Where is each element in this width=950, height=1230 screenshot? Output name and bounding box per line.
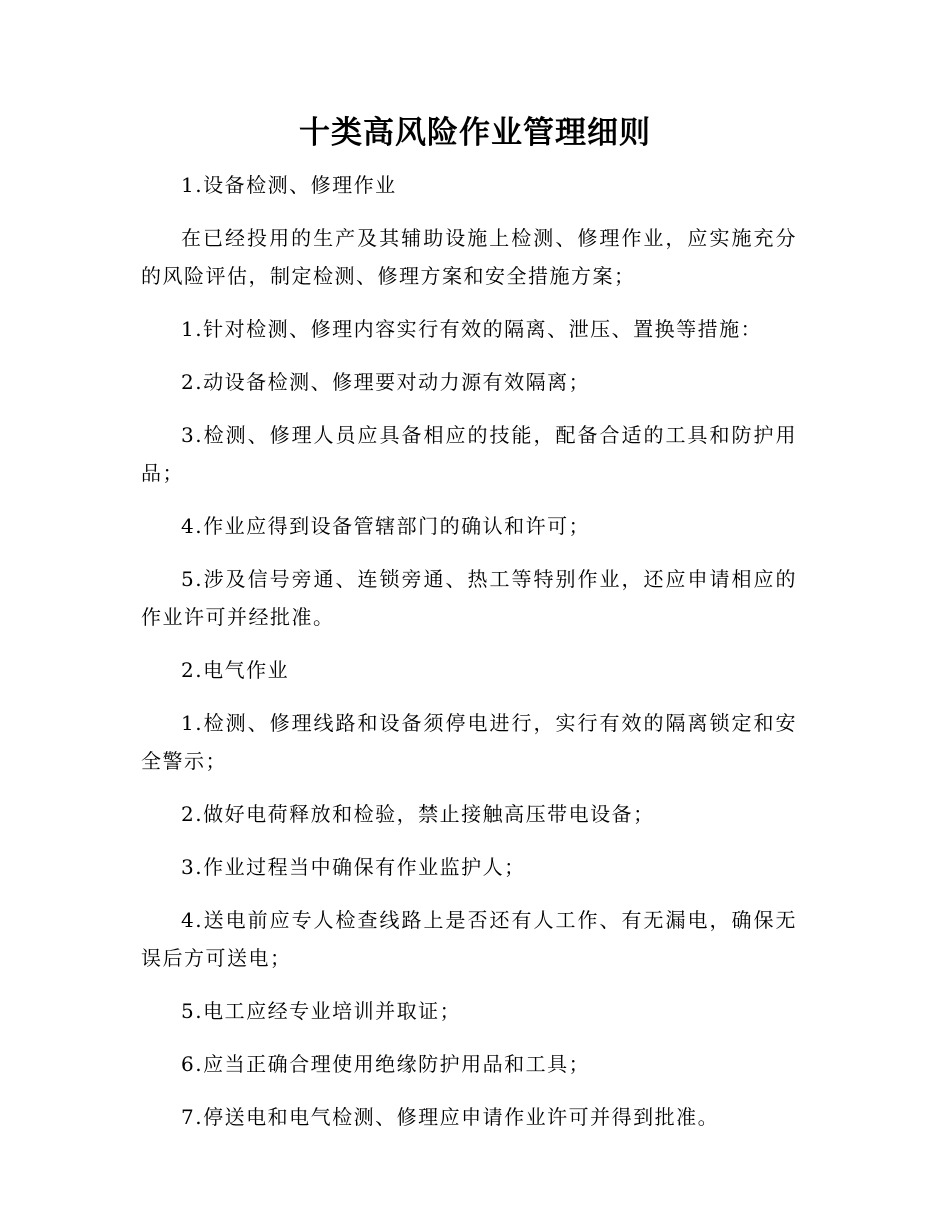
paragraph-section-2-heading: 2.电气作业 bbox=[181, 658, 290, 682]
list-item: 1.检测、修理线路和设备须停电进行，实行有效的隔离锁定和安全警示； bbox=[141, 711, 797, 773]
list-item: 7.停送电和电气检测、修理应申请作业许可并得到批准。 bbox=[181, 1105, 720, 1129]
document-body bbox=[141, 166, 797, 1151]
list-item: 1.针对检测、修理内容实行有效的隔离、泄压、置换等措施： bbox=[181, 317, 763, 341]
paragraph-section-1-heading: 1.设备检测、修理作业 bbox=[181, 173, 397, 197]
list-item: 3.作业过程当中确保有作业监护人； bbox=[181, 855, 526, 879]
list-item: 2.做好电荷释放和检验，禁止接触高压带电设备； bbox=[181, 802, 655, 826]
list-item: 5.电工应经专业培训并取证； bbox=[181, 999, 462, 1023]
list-item: 5.涉及信号旁通、连锁旁通、热工等特别作业，还应申请相应的作业许可并经批准。 bbox=[141, 567, 797, 629]
list-item: 3.检测、修理人员应具备相应的技能，配备合适的工具和防护用品； bbox=[141, 423, 797, 485]
list-item: 4.作业应得到设备管辖部门的确认和许可； bbox=[181, 514, 591, 538]
document-title: 十类高风险作业管理细则 bbox=[299, 115, 651, 151]
list-item: 2.动设备检测、修理要对动力源有效隔离； bbox=[181, 370, 591, 394]
list-item: 6.应当正确合理使用绝缘防护用品和工具； bbox=[181, 1052, 591, 1076]
list-item: 4.送电前应专人检查线路上是否还有人工作、有无漏电，确保无误后方可送电； bbox=[141, 908, 797, 970]
paragraph: 在已经投用的生产及其辅助设施上检测、修理作业，应实施充分的风险评估，制定检测、修理方案和安全措施方案； bbox=[141, 226, 797, 288]
